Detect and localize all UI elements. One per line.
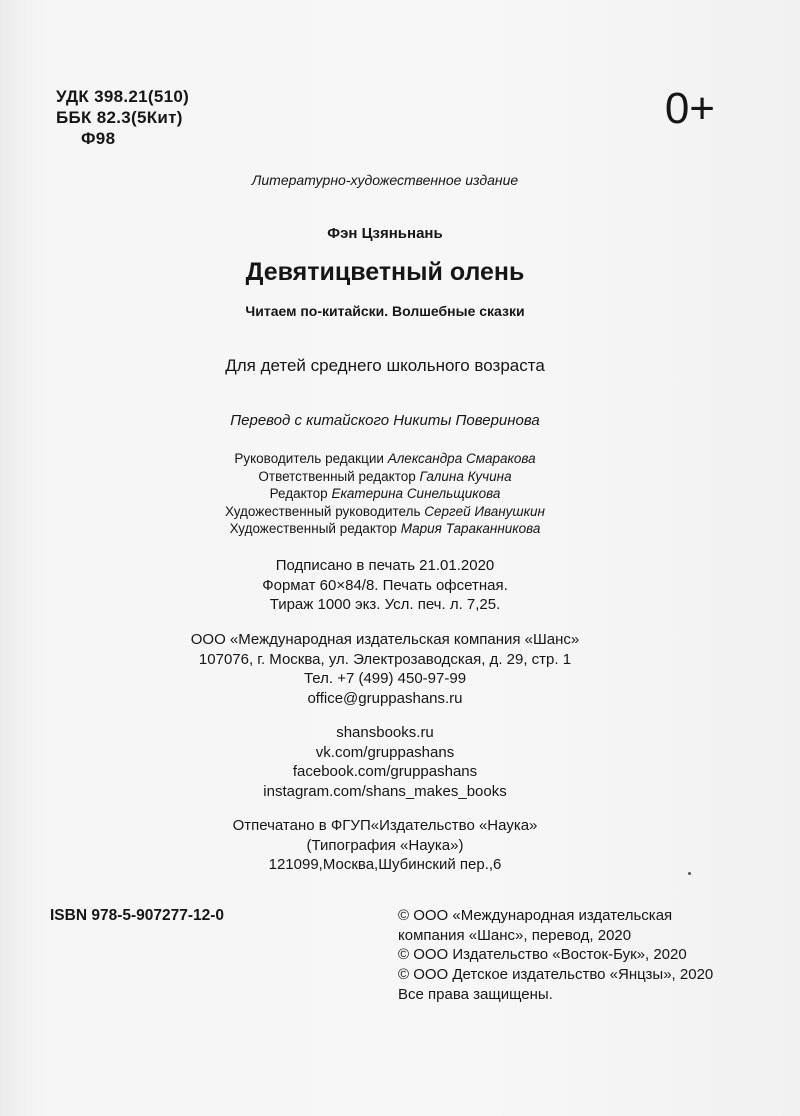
age-rating: 0+ — [664, 84, 715, 133]
credit-line — [0, 520, 770, 538]
translation-credit: Перевод с китайского Никиты Поверинова — [230, 412, 540, 429]
copyright-line: © ООО Детское издательство «Янцзы», 2020 — [398, 965, 714, 983]
credit-role: Редактор — [269, 486, 328, 501]
print-info-block — [0, 556, 770, 615]
author-sign-code: Ф98 — [81, 129, 116, 148]
printer-line: 121099,Москва,Шубинский пер.,6 — [268, 856, 502, 873]
copyright-block — [398, 906, 713, 984]
copyright-line: © ООО «Международная издательская — [398, 907, 673, 924]
genre-line: Литературно-художественное издание — [251, 172, 519, 188]
classification-block — [56, 86, 189, 149]
rights-reserved: Все права защищены. — [398, 986, 553, 1003]
web-link: instagram.com/shans_makes_books — [263, 782, 507, 800]
print-info-line: Подписано в печать 21.01.2020 — [275, 557, 495, 574]
credit-name: Мария Тараканникова — [400, 521, 541, 536]
bbk-code: ББК 82.3(5Кит) — [56, 108, 183, 127]
paper-speck — [688, 872, 691, 875]
credit-name: Екатерина Синельщикова — [331, 486, 501, 501]
udk-code: УДК 398.21(510) — [56, 87, 190, 106]
publisher-block — [0, 630, 770, 708]
isbn: ISBN 978-5-907277-12-0 — [50, 907, 225, 924]
copyright-line: компания «Шанс», перевод, 2020 — [398, 926, 632, 944]
print-info-line: Формат 60×84/8. Печать офсетная. — [262, 576, 508, 594]
audience-line: Для детей среднего школьного возраста — [225, 356, 545, 375]
credit-name: Александра Смаракова — [387, 451, 536, 466]
credit-name: Сергей Иванушкин — [424, 503, 545, 519]
copyright-line: © ООО Издательство «Восток-Бук», 2020 — [398, 946, 687, 963]
credit-role: Художественный редактор — [229, 521, 397, 536]
credit-name: Галина Кучина — [419, 468, 512, 484]
credit-line — [0, 485, 770, 503]
web-link: shansbooks.ru — [336, 724, 434, 741]
credit-role: Художественный руководитель — [225, 503, 421, 519]
printer-line: Отпечатано в ФГУП«Издательство «Наука» — [232, 817, 538, 834]
web-link: vk.com/gruppashans — [315, 743, 455, 761]
credit-line — [0, 503, 770, 521]
publisher-line: Тел. +7 (499) 450-97-99 — [303, 670, 467, 687]
book-title: Девятицветный олень — [245, 258, 525, 286]
publisher-line: office@gruppashans.ru — [307, 689, 463, 707]
web-link: facebook.com/gruppashans — [292, 763, 478, 780]
credit-role: Ответственный редактор — [258, 468, 416, 484]
publisher-line: 107076, г. Москва, ул. Электрозаводская, д. 29, стр. 1 — [198, 650, 572, 668]
web-links-block — [0, 723, 770, 801]
credit-role: Руководитель редакции — [234, 451, 384, 466]
credit-line — [0, 450, 770, 468]
author-name: Фэн Цзяньнань — [327, 225, 443, 242]
printer-line: (Типография «Наука») — [306, 836, 464, 854]
print-info-line: Тираж 1000 экз. Усл. печ. л. 7,25. — [269, 596, 501, 613]
editorial-credits — [0, 450, 770, 538]
credit-line — [0, 468, 770, 486]
publisher-line: ООО «Международная издательская компания «Шанс» — [190, 631, 580, 648]
series-name: Читаем по-китайски. Волшебные сказки — [245, 303, 525, 319]
printer-block — [0, 816, 770, 875]
